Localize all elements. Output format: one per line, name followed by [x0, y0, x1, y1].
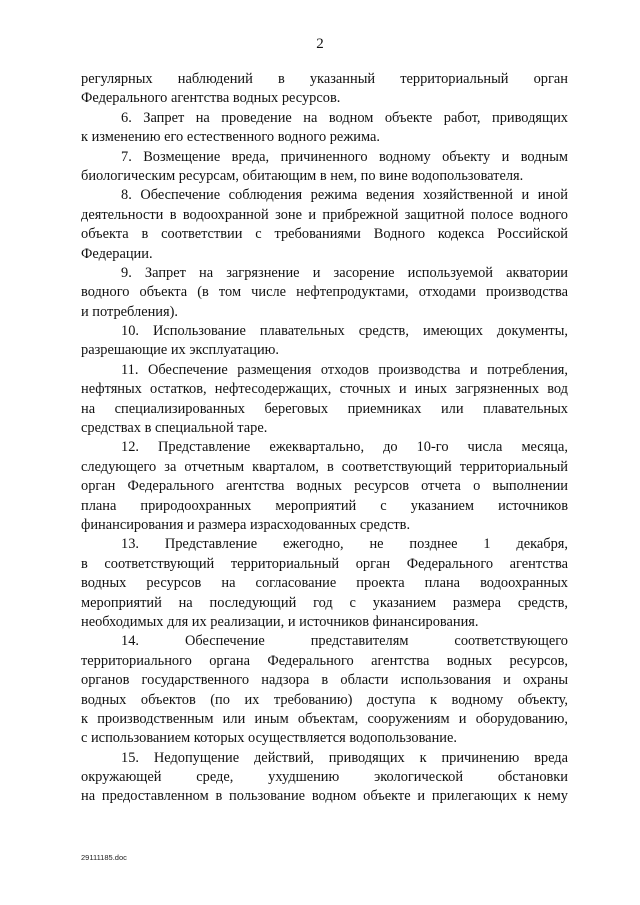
paragraph-first-line: 7. Возмещение вреда, причиненного водному объекту и водным — [121, 148, 568, 165]
paragraph-first-line: 13. Представление ежегодно, не позднее 1 декабря, — [121, 536, 568, 553]
document-body — [81, 70, 568, 807]
paragraph-line: на специализированных береговых приемниках или плавательных — [81, 400, 568, 417]
paragraph-line: водных объектов (по их требованию) доступа к водному объекту, — [81, 691, 568, 708]
page-number: 2 — [316, 36, 324, 52]
paragraph-line: Федерации. — [81, 245, 153, 262]
paragraph-line: водного объекта (в том числе нефтепродуктами, отходами производства — [81, 284, 568, 301]
paragraph-first-line: 15. Недопущение действий, приводящих к причинению вреда — [121, 749, 568, 766]
paragraph-first-line: 9. Запрет на загрязнение и засорение используемой акватории — [121, 264, 568, 281]
paragraph-first-line: 12. Представление ежеквартально, до 10-го числа месяца, — [121, 439, 568, 456]
paragraph-line: объекта в соответствии с требованиями Водного кодекса Российской — [81, 226, 568, 243]
paragraph-line: регулярных наблюдений в указанный территориальный орган — [81, 71, 568, 87]
paragraph-line: Федерального агентства водных ресурсов. — [81, 90, 341, 107]
paragraph-line: разрешающие их эксплуатацию. — [81, 342, 280, 359]
paragraph-line: к изменению его естественного водного режима. — [81, 129, 380, 146]
paragraph-first-line: 6. Запрет на проведение на водном объекте работ, приводящих — [121, 109, 568, 126]
paragraph-first-line: 11. Обеспечение размещения отходов производства и потребления, — [121, 361, 568, 378]
paragraph-line: плана природоохранных мероприятий с указанием источников — [81, 497, 568, 514]
paragraph-line: к производственным или иным объектам, сооружениям и оборудованию, — [81, 710, 568, 727]
paragraph-line: в соответствующий территориальный орган Федерального агентства — [81, 555, 568, 572]
paragraph-first-line: 14. Обеспечение представителям соответствующего — [121, 633, 568, 650]
paragraph-line: окружающей среде, ухудшению экологической обстановки — [81, 769, 568, 786]
paragraph-first-line: 10. Использование плавательных средств, имеющих документы, — [121, 323, 568, 340]
paragraph-first-line: 8. Обеспечение соблюдения режима ведения хозяйственной и иной — [121, 187, 568, 204]
paragraph-line: орган Федерального агентства водных ресурсов отчета о выполнении — [81, 478, 568, 495]
paragraph-line: необходимых для их реализации, и источников финансирования. — [81, 613, 479, 630]
paragraph-line: территориального органа Федерального агентства водных ресурсов, — [81, 652, 568, 669]
paragraph-line: и потребления). — [81, 303, 178, 320]
file-name-footer: 29111185.doc — [81, 853, 127, 862]
paragraph-line: с использованием которых осуществляется водопользование. — [81, 730, 457, 747]
paragraph-line: биологическим ресурсам, обитающим в нем, по вине водопользователя. — [81, 167, 524, 184]
paragraph-line: нефтяных остатков, нефтесодержащих, сточных и иных загрязненных вод — [81, 381, 568, 398]
paragraph-line: на предоставленном в пользование водном объекте и прилегающих к нему — [81, 788, 568, 805]
paragraph-line: следующего за отчетным кварталом, в соответствующий территориальный — [81, 458, 568, 475]
paragraph-line: деятельности в водоохранной зоне и прибрежной защитной полосе водного — [81, 206, 568, 223]
paragraph-line: органов государственного надзора в области использования и охраны — [81, 672, 568, 689]
paragraph-line: средствах в специальной таре. — [81, 420, 268, 437]
paragraph-line: водных ресурсов на согласование проекта плана водоохранных — [81, 575, 568, 592]
paragraph-line: финансирования и размера израсходованных средств. — [81, 516, 411, 533]
paragraph-line: мероприятий на последующий год с указанием размера средств, — [81, 594, 568, 611]
